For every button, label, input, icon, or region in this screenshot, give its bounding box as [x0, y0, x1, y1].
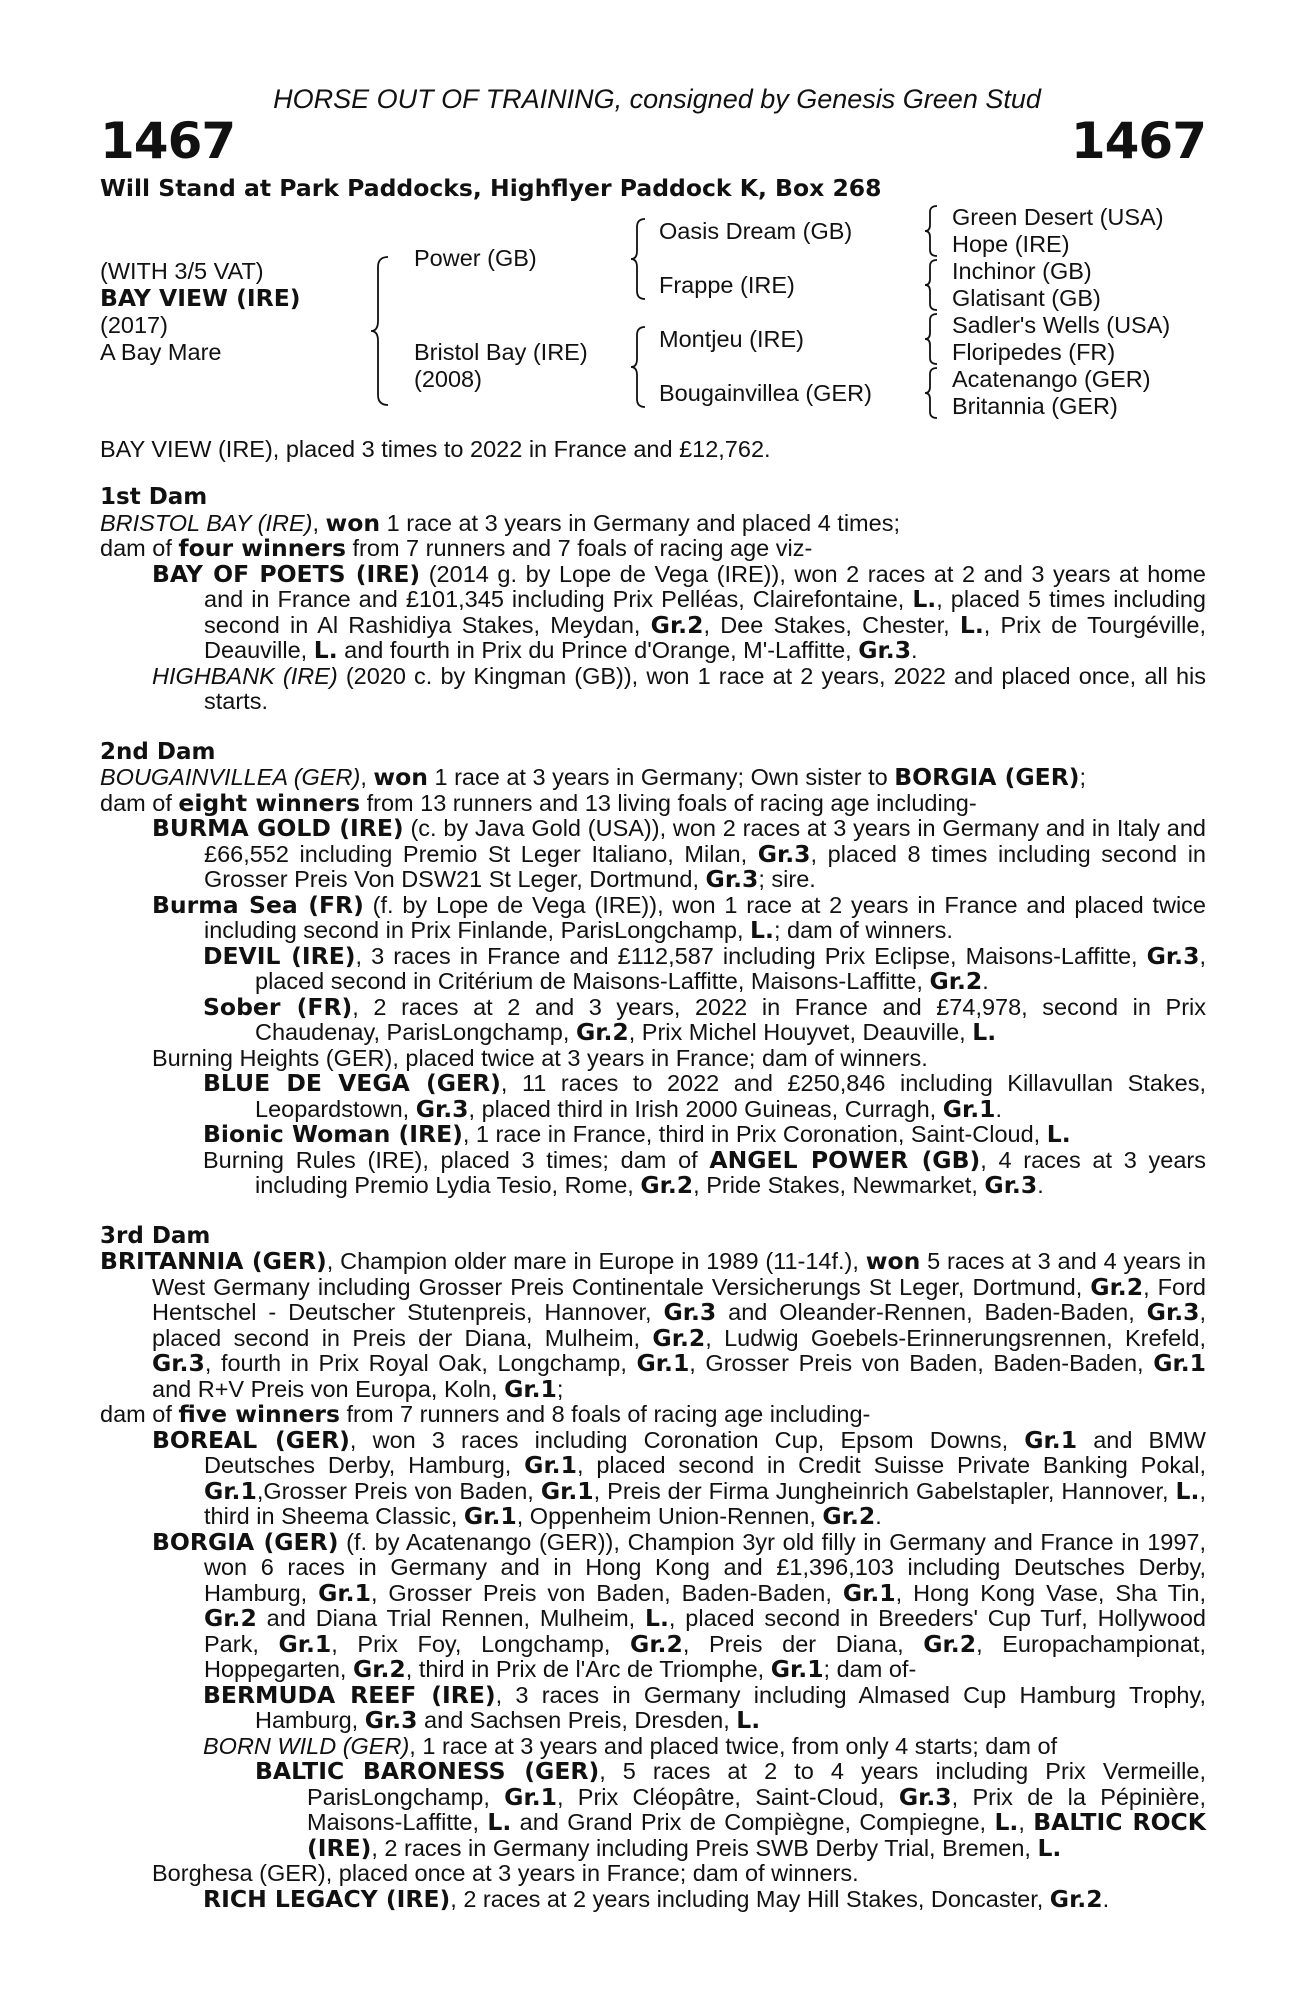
- summary-line: BAY VIEW (IRE), placed 3 times to 2022 in France and £12,762.: [100, 436, 771, 462]
- produce-entry: BALTIC BARONESS (GER), 5 races at 2 to 4 years including Prix Vermeille, ParisLongchamp, Gr.1, Prix Cléopâtre, Saint-Cloud, Gr.3, Prix de la Pépinière, Maisons-Laffitte, L. and Grand Prix de Compiègne, Compiegne, L., BALTIC ROCK (IRE), 2 races in Germany including Preis SWB Derby Trial, Bremen, L.: [255, 1757, 1207, 1862]
- produce-entry: Burning Rules (IRE), placed 3 times; dam of ANGEL POWER (GB), 4 races at 3 years including Premio Lydia Tesio, Rome, Gr.2, Pride Stakes, Newmarket, Gr.3.: [203, 1145, 1206, 1199]
- brace-g3-3: [922, 312, 940, 366]
- dam: Bristol Bay (IRE): [414, 339, 588, 365]
- first-dam-heading: 1st Dam: [100, 484, 208, 510]
- g3-ancestor: Green Desert (USA): [952, 204, 1164, 230]
- g3-ancestor: Hope (IRE): [952, 231, 1070, 257]
- stand-location: Will Stand at Park Paddocks, Highflyer Paddock K, Box 268: [100, 174, 882, 202]
- third-dam-entry: BRITANNIA (GER), Champion older mare in Europe in 1989 (11-14f.), won 5 races at 3 and 4 years in West Germany including Grosser Preis Continentale Versicherungs St Leger, Dortmund, Gr.2, Ford Hentschel - Deutscher Stutenpreis, Hannover, Gr.3 and Oleander-Rennen, Baden-Baden, Gr.3, placed second in Preis der Diana, Mulheim, Gr.2, Ludwig Goebels-Erinnerungsrennen, Krefeld, Gr.3, fourth in Prix Royal Oak, Longchamp, Gr.1, Grosser Preis von Baden, Baden-Baden, Gr.1 and R+V Preis von Europa, Koln, Gr.1;: [100, 1247, 1207, 1403]
- first-dam-produce-line: dam of four winners from 7 runners and 7 foals of racing age viz-: [100, 534, 813, 562]
- produce-entry: BORN WILD (GER), 1 race at 3 years and placed twice, from only 4 starts; dam of: [203, 1732, 1058, 1759]
- performance-summary: [100, 437, 1206, 463]
- brace-g3-1: [922, 204, 940, 258]
- vat-note: (WITH 3/5 VAT): [100, 258, 264, 284]
- brace-g3-4: [922, 366, 940, 420]
- g3-ancestor: Inchinor (GB): [952, 258, 1092, 284]
- first-dam-entry: BRISTOL BAY (IRE), won 1 race at 3 years in Germany and placed 4 times;: [100, 508, 900, 537]
- third-dam-heading: 3rd Dam: [100, 1222, 211, 1249]
- produce-entry: BURMA GOLD (IRE) (c. by Java Gold (USA)), won 2 races at 3 years in Germany and in Italy and £66,552 including Premio St Leger Italiano, Milan, Gr.3, placed 8 times including second in Grosser Preis Von DSW21 St Leger, Dortmund, Gr.3; sire.: [152, 814, 1206, 893]
- produce-entry: Bionic Woman (IRE), 1 race in France, third in Prix Coronation, Saint-Cloud, L.: [203, 1120, 1071, 1148]
- lot-number-right: 1467: [1070, 112, 1206, 170]
- produce-entry: HIGHBANK (IRE) (2020 c. by Kingman (GB)), won 1 race at 2 years, 2022 and placed once, all his starts.: [152, 662, 1206, 714]
- family-section: [100, 485, 1206, 1912]
- dam-dam: Bougainvillea (GER): [659, 380, 872, 406]
- brace-main: [368, 255, 392, 407]
- g3-ancestor: Britannia (GER): [952, 393, 1118, 419]
- g3-ancestor: Acatenango (GER): [952, 366, 1151, 392]
- lot-number-left: 1467: [100, 112, 236, 170]
- sire-dam: Frappe (IRE): [659, 272, 795, 298]
- second-dam-heading: 2nd Dam: [100, 738, 216, 765]
- brace-sire: [628, 217, 648, 301]
- dam-sire: Montjeu (IRE): [659, 326, 804, 352]
- sire: Power (GB): [414, 245, 537, 271]
- produce-entry: Borghesa (GER), placed once at 3 years in France; dam of winners.: [152, 1860, 859, 1886]
- second-dam-entry: BOUGAINVILLEA (GER), won 1 race at 3 years in Germany; Own sister to BORGIA (GER);: [100, 763, 1087, 791]
- third-dam-produce-line: dam of five winners from 7 runners and 8 foals of racing age including-: [100, 1400, 871, 1428]
- produce-entry: DEVIL (IRE), 3 races in France and £112,587 including Prix Eclipse, Maisons-Laffitte, Gr.3, placed second in Critérium de Maisons-Laffitte, Maisons-Laffitte, Gr.2.: [203, 941, 1206, 995]
- produce-entry: Sober (FR), 2 races at 2 and 3 years, 2022 in France and £74,978, second in Prix Chaudenay, ParisLongchamp, Gr.2, Prix Michel Houyvet, Deauville, L.: [203, 992, 1207, 1046]
- consignment-line: HORSE OUT OF TRAINING, consigned by Genesis Green Stud: [273, 84, 1041, 114]
- second-dam-produce-line: dam of eight winners from 13 runners and 13 living foals of racing age including-: [100, 788, 977, 817]
- produce-entry: BORGIA (GER) (f. by Acatenango (GER)), Champion 3yr old filly in Germany and France in 1997, won 6 races in Germany and in Hong Kong and £1,396,103 including Deutsches Derby, Hamburg, Gr.1, Grosser Preis von Baden, Baden-Baden, Gr.1, Hong Kong Vase, Sha Tin, Gr.2 and Diana Trial Rennen, Mulheim, L., placed second in Breeders' Cup Turf, Hollywood Park, Gr.1, Prix Foy, Longchamp, Gr.2, Preis der Diana, Gr.2, Europachampionat, Hoppegarten, Gr.2, third in Prix de l'Arc de Triomphe, Gr.1; dam of-: [152, 1527, 1207, 1683]
- brace-g3-2: [922, 258, 940, 312]
- produce-entry: BERMUDA REEF (IRE), 3 races in Germany including Almased Cup Hamburg Trophy, Hamburg, Gr.3 and Sachsen Preis, Dresden, L.: [203, 1680, 1206, 1734]
- horse-description: A Bay Mare: [100, 339, 222, 365]
- produce-entry: RICH LEGACY (IRE), 2 races at 2 years including May Hill Stakes, Doncaster, Gr.2.: [203, 1884, 1110, 1913]
- g3-ancestor: Glatisant (GB): [952, 285, 1101, 311]
- dam-year: (2008): [414, 366, 482, 392]
- g3-ancestor: Sadler's Wells (USA): [952, 312, 1171, 338]
- produce-entry: Burma Sea (FR) (f. by Lope de Vega (IRE)), won 1 race at 2 years in France and placed twice including second in Prix Finlande, ParisLongchamp, L.; dam of winners.: [152, 890, 1206, 944]
- horse-name: BAY VIEW (IRE): [100, 284, 301, 312]
- sire-sire: Oasis Dream (GB): [659, 218, 853, 244]
- produce-entry: BAY OF POETS (IRE) (2014 g. by Lope de Vega (IRE)), won 2 races at 2 and 3 years at home and in France and £101,345 including Prix Pelléas, Clairefontaine, L., placed 5 times including second in Al Rashidiya Stakes, Meydan, Gr.2, Dee Stakes, Chester, L., Prix de Tourgéville, Deauville, L. and fourth in Prix du Prince d'Orange, M'-Laffitte, Gr.3.: [152, 559, 1207, 664]
- produce-entry: BLUE DE VEGA (GER), 11 races to 2022 and £250,846 including Killavullan Stakes, Leopardstown, Gr.3, placed third in Irish 2000 Guineas, Curragh, Gr.1.: [203, 1069, 1206, 1123]
- produce-entry: BOREAL (GER), won 3 races including Coronation Cup, Epsom Downs, Gr.1 and BMW Deutsches Derby, Hamburg, Gr.1, placed second in Credit Suisse Private Banking Pokal, Gr.1,Grosser Preis von Baden, Gr.1, Preis der Firma Jungheinrich Gabelstapler, Hannover, L., third in Sheema Classic, Gr.1, Oppenheim Union-Rennen, Gr.2.: [152, 1425, 1206, 1530]
- horse-year: (2017): [100, 312, 168, 338]
- brace-dam: [628, 325, 648, 409]
- g3-ancestor: Floripedes (FR): [952, 339, 1116, 365]
- produce-entry: Burning Heights (GER), placed twice at 3 years in France; dam of winners.: [152, 1044, 928, 1071]
